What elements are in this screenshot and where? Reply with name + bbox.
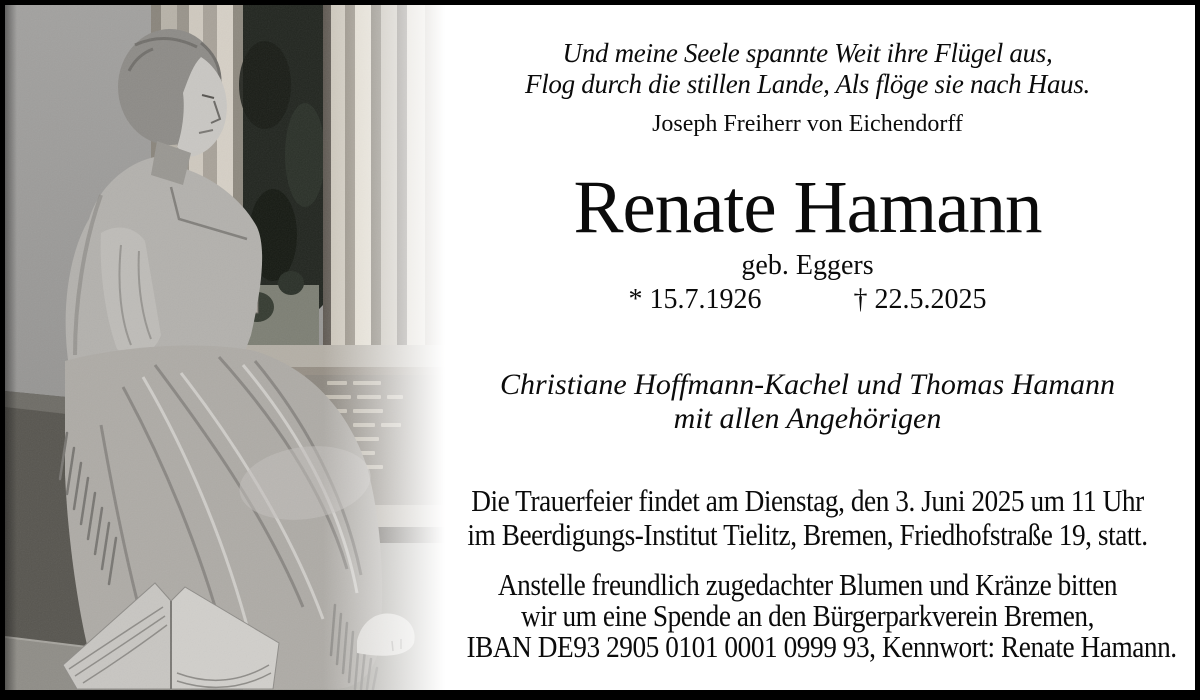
life-dates bbox=[420, 284, 1195, 316]
death-date: † 22.5.2025 bbox=[853, 284, 987, 315]
donation-line-3: IBAN DE93 2905 0101 0001 0999 93, Kennwort: Renate Hamann. bbox=[466, 629, 1177, 664]
memorial-photo bbox=[5, 5, 445, 690]
deceased-name: Renate Hamann bbox=[573, 166, 1042, 249]
mourners-line-1: Christiane Hoffmann-Kachel und Thomas Hamann bbox=[500, 368, 1115, 401]
birth-date: * 15.7.1926 bbox=[628, 284, 762, 315]
funeral-service-info bbox=[467, 484, 1149, 552]
donation-line-1: Anstelle freundlich zugedachter Blumen und Kränze bitten bbox=[497, 567, 1118, 602]
notice-text bbox=[420, 5, 1195, 690]
service-line-1: Die Trauerfeier findet am Dienstag, den 3. Juni 2025 um 11 Uhr bbox=[471, 483, 1144, 518]
poem-line-1: Und meine Seele spannte Weit ihre Flügel aus, bbox=[562, 38, 1053, 68]
notice-card bbox=[5, 5, 1195, 690]
photo-left-vignette bbox=[5, 5, 17, 690]
mourners-line-2: mit allen Angehörigen bbox=[673, 402, 942, 435]
donation-info bbox=[466, 567, 1177, 664]
mourners bbox=[420, 368, 1195, 436]
donation-line-2: wir um eine Spende an den Bürgerparkverein Bremen, bbox=[521, 598, 1094, 633]
poem-line-2: Flog durch die stillen Lande, Als flöge sie nach Haus. bbox=[525, 69, 1090, 99]
maiden-name: geb. Eggers bbox=[741, 250, 874, 281]
poem-quote bbox=[420, 38, 1195, 100]
statue-illustration bbox=[5, 5, 445, 690]
poem-attribution: Joseph Freiherr von Eichendorff bbox=[652, 111, 963, 137]
service-line-2: im Beerdigungs-Institut Tielitz, Bremen, Friedhofstraße 19, statt. bbox=[467, 517, 1148, 552]
